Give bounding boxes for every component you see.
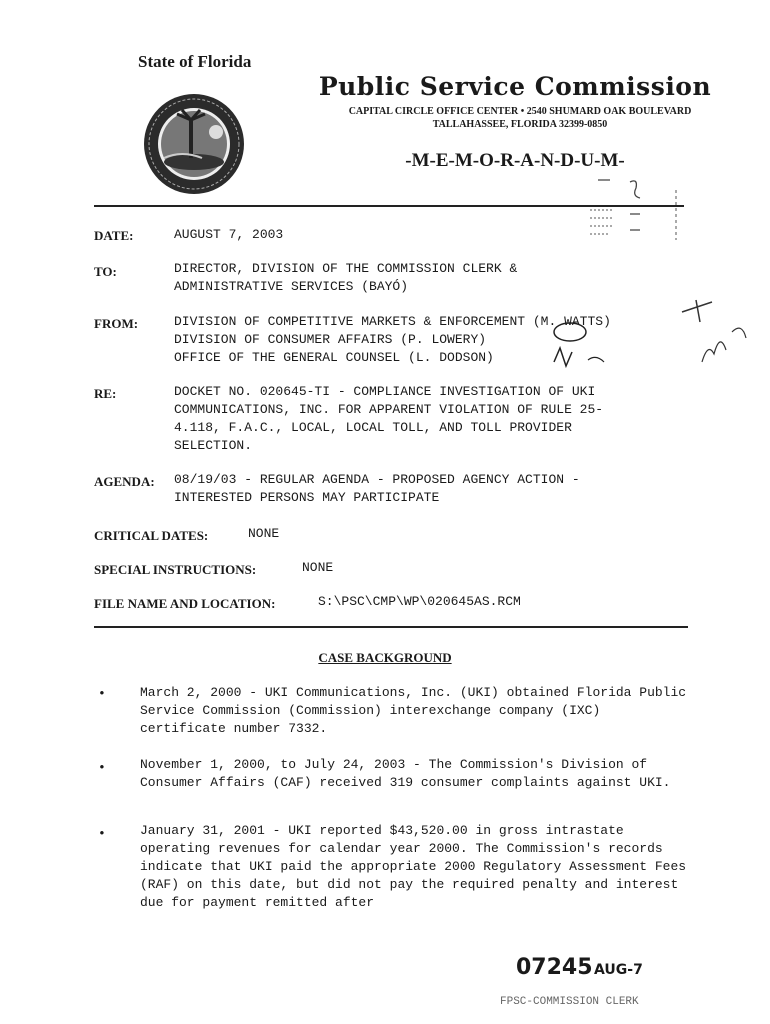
critical-dates-label: CRITICAL DATES: (94, 528, 209, 543)
case-background-heading: CASE BACKGROUND (318, 650, 452, 665)
bullet-icon: • (98, 686, 106, 701)
organization-name: Public Service Commission (318, 72, 712, 101)
date-value: AUGUST 7, 2003 (174, 227, 284, 242)
from-label: FROM: (94, 316, 139, 331)
document-number-stamp: 07245 (516, 955, 593, 980)
address-line-1: CAPITAL CIRCLE OFFICE CENTER • 2540 SHUMARD OAK BOULEVARD (348, 106, 692, 117)
bullet-icon: • (98, 760, 106, 775)
document-date-stamp: AUG-7 (594, 962, 643, 978)
re-label: RE: (94, 386, 117, 401)
from-value: DIVISION OF COMPETITIVE MARKETS & ENFORCEMENT (M. WATTS) DIVISION OF CONSUMER AFFAIRS (P. LOWERY) OFFICE OF THE GENERAL COUNSEL (L. DODSON) (174, 314, 611, 365)
to-label: TO: (94, 264, 117, 279)
special-instructions-value: NONE (302, 560, 334, 575)
file-name-value: S:\PSC\CMP\WP\020645AS.RCM (318, 594, 521, 609)
case-item: March 2, 2000 - UKI Communications, Inc. (UKI) obtained Florida Public Service Commission (Commission) interexchange company (IXC) certificate number 7332. (140, 685, 687, 736)
special-instructions-label: SPECIAL INSTRUCTIONS: (94, 562, 257, 577)
file-name-label: FILE NAME AND LOCATION: (94, 596, 276, 611)
received-stamp-icon (584, 170, 694, 270)
agenda-value: 08/19/03 - REGULAR AGENDA - PROPOSED AGENCY ACTION - INTERESTED PERSONS MAY PARTICIPATE (174, 472, 580, 505)
state-of-florida: State of Florida (138, 52, 252, 71)
filing-label-stamp: FPSC-COMMISSION CLERK (500, 996, 639, 1008)
florida-seal-icon (142, 92, 246, 196)
re-value: DOCKET NO. 020645-TI - COMPLIANCE INVESTIGATION OF UKI COMMUNICATIONS, INC. FOR APPARENT VIOLATION OF RULE 25- 4.118, F.A.C., LOCAL, LOCAL TOLL, AND TOLL PROVIDER SELECTION. (174, 384, 604, 453)
case-item: January 31, 2001 - UKI reported $43,520.00 in gross intrastate operating revenues for calendar year 2000. The Commission's records indicate that UKI paid the appropriate 2000 Regulatory Assessment Fees (RAF) on this date, but did not pay the required penalty and interest due for payment remitted after (140, 823, 687, 910)
address-line-2: TALLAHASSEE, FLORIDA 32399-0850 (432, 119, 608, 130)
to-value: DIRECTOR, DIVISION OF THE COMMISSION CLERK & ADMINISTRATIVE SERVICES (BAYÓ) (174, 261, 518, 294)
bullet-icon: • (98, 826, 106, 841)
date-label: DATE: (94, 228, 134, 243)
handwritten-signature-icon (672, 292, 762, 372)
section-rule (94, 626, 688, 628)
memo-title: -M-E-M-O-R-A-N-D-U-M- (405, 150, 625, 171)
critical-dates-value: NONE (248, 526, 280, 541)
agenda-label: AGENDA: (94, 474, 155, 489)
handwritten-initials-icon (540, 318, 620, 374)
case-item: November 1, 2000, to July 24, 2003 - The Commission's Division of Consumer Affairs (CAF) received 319 consumer complaints against UKI. (140, 757, 671, 790)
